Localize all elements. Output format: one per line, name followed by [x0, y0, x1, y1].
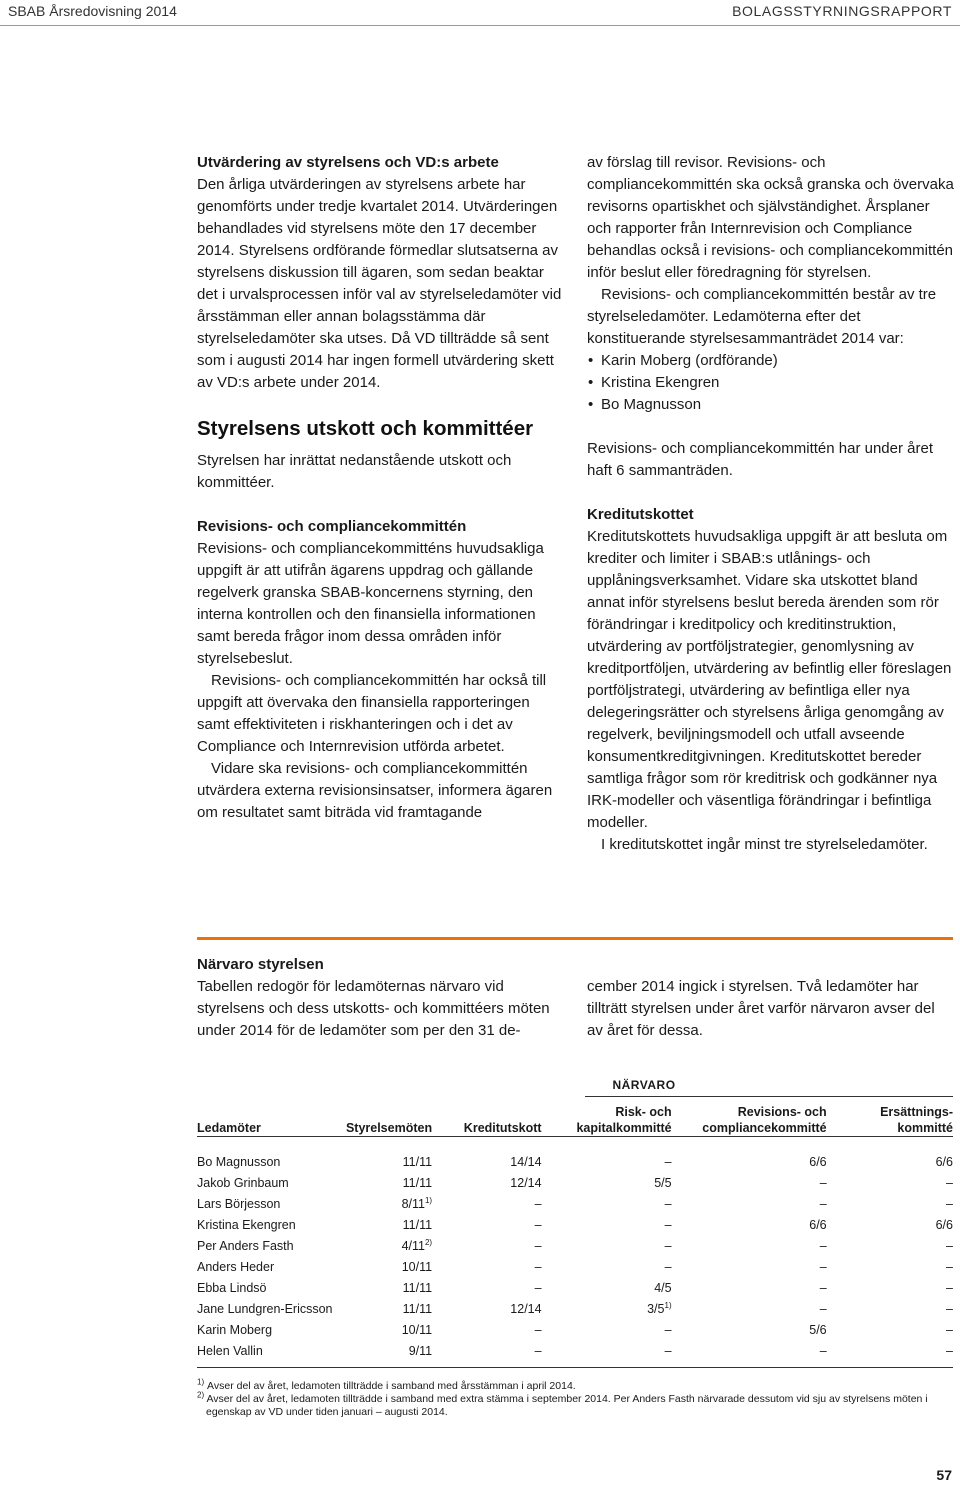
column-header: Ledamöter — [197, 1121, 261, 1135]
cell-audit-committee: – — [819, 1196, 827, 1211]
cell-risk-committee: – — [664, 1154, 672, 1169]
cell-board-meetings: 10/11 — [401, 1322, 433, 1337]
cell-board-meetings: 11/11 — [402, 1154, 433, 1169]
cell-remuneration-committee: – — [946, 1196, 953, 1211]
table-row — [197, 1298, 953, 1319]
cell-risk-committee: – — [664, 1259, 672, 1274]
footnote-text: Avser del av året, ledamoten tillträdde i samband med extra stämma i september 2014. Per Anders Fasth närvarade dessutom vid sju av styrelsens möten i egenskap av VD under tiden januari – augusti 2014. — [206, 1393, 928, 1418]
footnote-text: Avser del av året, ledamoten tillträdde i samband med årsstämman i april 2014. — [207, 1380, 576, 1392]
footnote-mark: 1) — [197, 1377, 205, 1387]
cell-audit-committee: – — [819, 1238, 827, 1253]
cell-audit-committee: – — [819, 1280, 827, 1295]
list-item: • Kristina Ekengren — [587, 372, 955, 394]
cell-board-meetings: 11/11 — [402, 1301, 433, 1316]
column-header: Kreditutskott — [463, 1121, 542, 1135]
left-column — [197, 152, 563, 824]
footnote-ref: 2) — [424, 1237, 433, 1247]
cell-remuneration-committee: 6/6 — [935, 1217, 953, 1232]
section-title: Styrelsens utskott och kommittéer — [197, 417, 534, 440]
revision-paragraph-2: Revisions- och compliancekommittén har också till uppgift att övervaka den finansiella rapporteringen samt effektiviteten i riskhanteringen och i det av Compliance och Internrevision utförda arbetet. — [197, 672, 547, 755]
cell-member-name: Helen Vallin — [197, 1343, 263, 1358]
attendance-group-rule — [585, 1096, 953, 1097]
cell-audit-committee: – — [819, 1175, 827, 1190]
cell-board-meetings: 8/11$^{1)}$ — [401, 1195, 433, 1211]
section-intro: Styrelsen har inrättat nedanstående utskott och kommittéer. — [197, 452, 512, 491]
cell-member-name: Ebba Lindsö — [197, 1280, 267, 1295]
cell-member-name: Jakob Grinbaum — [197, 1175, 289, 1190]
section-divider — [197, 937, 953, 940]
table-row — [197, 1277, 953, 1298]
cell-member-name: Lars Börjesson — [197, 1196, 281, 1211]
cell-remuneration-committee: – — [946, 1238, 953, 1253]
cell-board-meetings: 9/11 — [408, 1343, 433, 1358]
table-row — [197, 1256, 953, 1277]
cell-remuneration-committee: – — [946, 1301, 953, 1316]
attendance-heading: Närvaro styrelsen — [197, 956, 324, 973]
table-row — [197, 1137, 953, 1173]
cell-risk-committee: – — [664, 1238, 672, 1253]
cell-board-meetings: 11/11 — [402, 1175, 433, 1190]
revision-heading: Revisions- och compliancekommittén — [197, 518, 467, 535]
section-label: BOLAGSSTYRNINGSRAPPORT — [732, 3, 952, 19]
cell-credit-committee: 14/14 — [510, 1154, 542, 1169]
cell-risk-committee: 3/5$^{1)}$ — [647, 1300, 672, 1316]
attendance-text-right: cember 2014 ingick i styrelsen. Två ledamöter har tillträtt styrelsen under året varför närvaron avser del av året för dessa. — [587, 978, 935, 1039]
cell-credit-committee: 12/14 — [510, 1301, 542, 1316]
list-item: • Bo Magnusson — [587, 394, 955, 416]
cell-risk-committee: – — [664, 1322, 672, 1337]
cell-risk-committee: 4/5 — [654, 1280, 672, 1295]
cell-remuneration-committee: – — [946, 1280, 953, 1295]
table-row — [197, 1193, 953, 1214]
cell-member-name: Jane Lundgren-Ericsson — [197, 1301, 333, 1316]
attendance-table — [197, 1100, 953, 1368]
footnote-ref: 1) — [424, 1195, 433, 1205]
cell-board-meetings: 11/11 — [402, 1217, 433, 1232]
kredit-heading: Kreditutskottet — [587, 506, 694, 523]
cell-remuneration-committee: 6/6 — [935, 1154, 953, 1169]
members-intro: Revisions- och compliancekommittén består av tre styrelseledamöter. Ledamöterna efter det konstituerande styrelsesammanträdet 2014 var: — [587, 286, 937, 347]
cell-remuneration-committee: – — [946, 1322, 953, 1337]
table-header-row — [197, 1100, 953, 1137]
table-row — [197, 1235, 953, 1256]
cell-remuneration-committee: – — [946, 1343, 953, 1358]
cell-credit-committee: 12/14 — [510, 1175, 542, 1190]
eval-paragraph: Den årliga utvärderingen av styrelsens arbete har genomförts under tredje kvartalet 2014. Utvärderingen behandlades vid styrelsens möte den 17 december 2014. Styrelsens ordförande förmedlar slutsatserna av styrelsens diskussion till ägaren, som sedan beaktar det i urvalsprocessen inför val av styrelseledamöter vid årsstämman eller annan bolagsstämma där styrelseledamöter ska utses. Då VD tillträdde så sent som i augusti 2014 har ingen formell utvärdering skett av VD:s arbete under 2014. — [197, 176, 562, 391]
revision-continued: av förslag till revisor. Revisions- och compliancekommittén ska också granska och övervaka revisorns opartiskhet och självständighet. Årsplaner och rapporter från Internrevision och Compliance behandlas också i revisions- och compliancekommittén inför beslut eller föredragning för styrelsen. — [587, 154, 954, 281]
cell-audit-committee: – — [819, 1301, 827, 1316]
column-header: Ersättnings-kommitté — [880, 1105, 953, 1135]
footnote-ref: 1) — [664, 1300, 672, 1310]
cell-risk-committee: – — [664, 1217, 672, 1232]
cell-credit-committee: – — [534, 1196, 542, 1211]
kredit-paragraph-2: I kreditutskottet ingår minst tre styrelseledamöter. — [601, 836, 928, 853]
eval-heading: Utvärdering av styrelsens och VD:s arbete — [197, 154, 499, 171]
cell-audit-committee: 6/6 — [809, 1217, 827, 1232]
cell-risk-committee: – — [664, 1343, 672, 1358]
table-row — [197, 1319, 953, 1340]
footnote-mark: 2) — [197, 1390, 205, 1400]
column-header: Risk- och kapitalkommitté — [576, 1105, 672, 1135]
footnote-1 — [197, 1377, 576, 1393]
kredit-paragraph-1: Kreditutskottets huvudsakliga uppgift är att besluta om krediter och limiter i SBAB:s utlånings- och upplåningsverksamhet. Vidare ska utskottet bland annat inför styrelsens beslut bereda ärenden som rör förändringar i kreditpolicy och kreditinstruktion, utvärdering av portföljstrategier, genomlysning av kreditportföljen, utvärdering av befintlig eller föreslagen portföljstrategi, utvärdering av befintliga eller nya delegeringsrätter och styrelsens årliga genomgång av regelverk, beviljningsmodell och utfall avseende konsumentkreditgivningen. Kreditutskottet bereder samtliga frågor som rör kreditrisk och godkänner nya IRK-modeller och väsentliga förändringar i befintliga modeller. — [587, 528, 952, 831]
cell-credit-committee: – — [534, 1259, 542, 1274]
cell-credit-committee: – — [534, 1322, 542, 1337]
list-item: • Karin Moberg (ordförande) — [587, 350, 955, 372]
cell-board-meetings: 4/11$^{2)}$ — [401, 1237, 433, 1253]
cell-member-name: Kristina Ekengren — [197, 1217, 296, 1232]
cell-remuneration-committee: – — [946, 1175, 953, 1190]
cell-risk-committee: – — [664, 1196, 672, 1211]
revision-paragraph-1: Revisions- och compliancekommitténs huvudsakliga uppgift är att utifrån ägarens uppdrag och gällande regelverk granska SBAB-koncernens styrning, den interna kontrollen och den finansiella informationen samt bereda frågor inom dessa områden inför styrelsebeslut. — [197, 540, 544, 667]
meetings-text: Revisions- och compliancekommittén har under året haft 6 sammanträden. — [587, 440, 933, 479]
column-header: Revisions- och compliancekommitté — [702, 1105, 827, 1135]
report-title: SBAB Årsredovisning 2014 — [8, 3, 177, 19]
column-header: Styrelsemöten — [345, 1121, 433, 1135]
members-list — [587, 350, 955, 416]
header-divider — [0, 25, 960, 26]
cell-member-name: Karin Moberg — [197, 1322, 273, 1337]
cell-member-name: Anders Heder — [197, 1259, 275, 1274]
cell-credit-committee: – — [534, 1217, 542, 1232]
cell-credit-committee: – — [534, 1343, 542, 1358]
cell-credit-committee: – — [534, 1238, 542, 1253]
cell-board-meetings: 11/11 — [402, 1280, 433, 1295]
table-row — [197, 1340, 953, 1368]
attendance-intro-left — [197, 954, 567, 1042]
cell-audit-committee: – — [819, 1343, 827, 1358]
right-column — [587, 152, 955, 856]
attendance-text-left: Tabellen redogör för ledamöternas närvaro vid styrelsens och dess utskotts- och kommittéers möten under 2014 för de ledamöter som per den 31 de- — [197, 978, 550, 1039]
cell-board-meetings: 10/11 — [401, 1259, 433, 1274]
attendance-group-label: NÄRVARO — [612, 1078, 676, 1092]
footnote-2 — [197, 1390, 946, 1419]
table-row — [197, 1172, 953, 1193]
attendance-intro-right — [587, 976, 947, 1042]
cell-audit-committee: 6/6 — [809, 1154, 827, 1169]
revision-paragraph-3: Vidare ska revisions- och compliancekommittén utvärdera externa revisionsinsatser, informera ägaren om resultatet samt biträda vid framtagande — [197, 760, 553, 821]
cell-audit-committee: 5/6 — [809, 1322, 827, 1337]
page-number: 57 — [936, 1467, 952, 1483]
cell-member-name: Bo Magnusson — [197, 1154, 281, 1169]
cell-audit-committee: – — [819, 1259, 827, 1274]
cell-remuneration-committee: – — [946, 1259, 953, 1274]
cell-member-name: Per Anders Fasth — [197, 1238, 294, 1253]
table-row — [197, 1214, 953, 1235]
cell-risk-committee: 5/5 — [654, 1175, 672, 1190]
cell-credit-committee: – — [534, 1280, 542, 1295]
